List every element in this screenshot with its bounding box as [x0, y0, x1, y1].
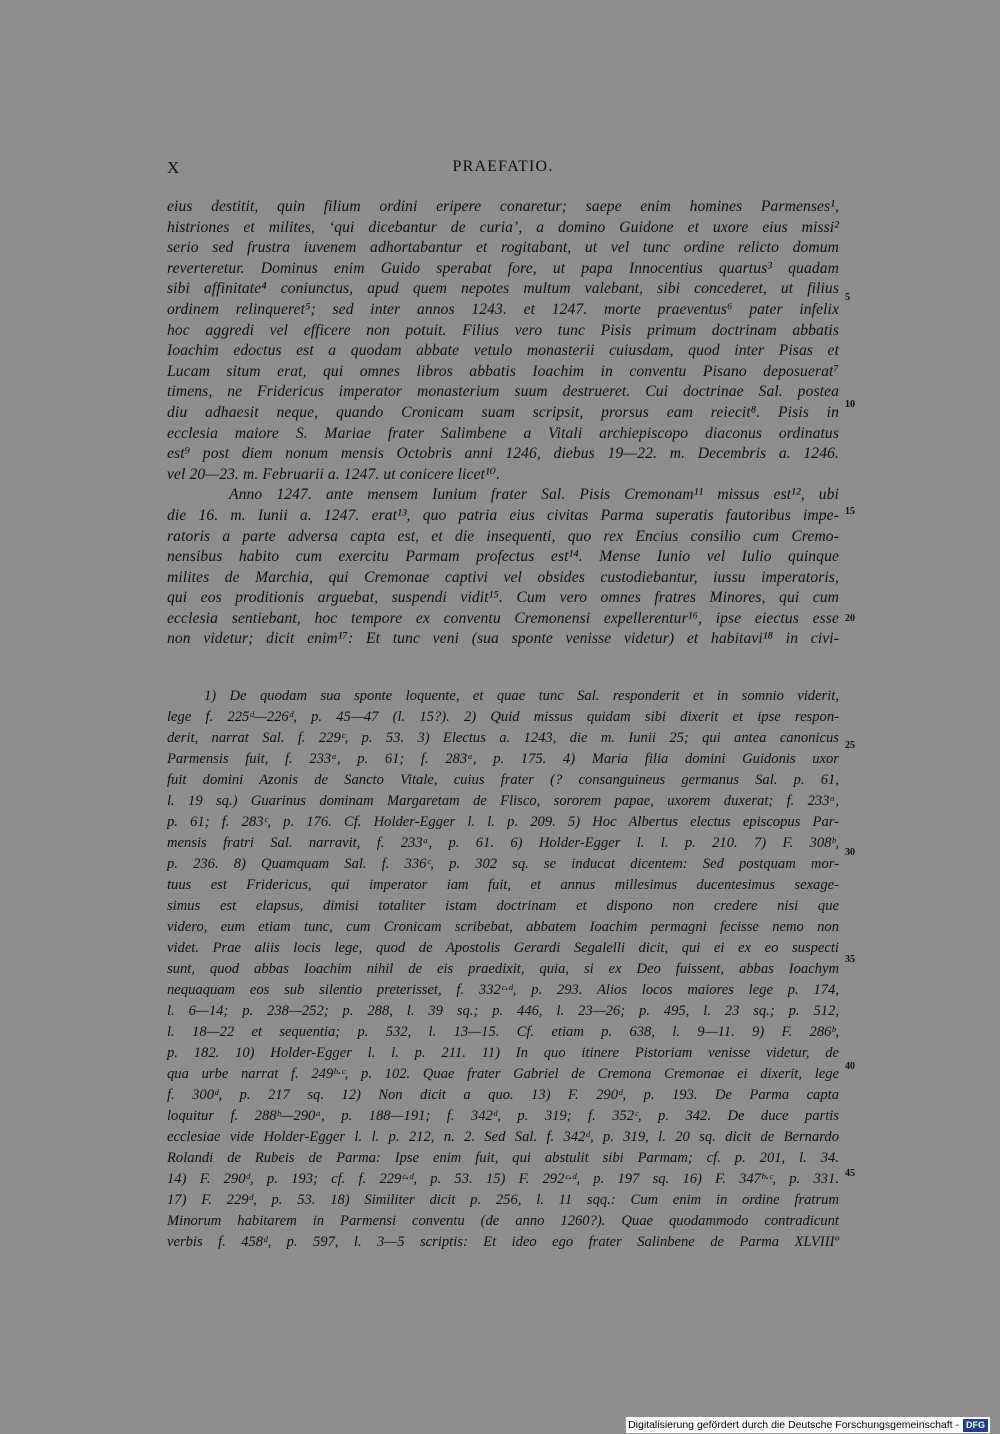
footnote-line: Parmensis fuit, f. 233ᵃ, p. 61; f. 283ᵃ, p. 175. 4) Maria filia domini Guidonis uxor — [167, 751, 839, 767]
footnote-line: loquitur f. 288ᵇ—290ᵃ, p. 188—191; f. 342ᵈ, p. 319; f. 352ᶜ, p. 342. De duce partis — [167, 1108, 839, 1124]
text-line: Ioachim edoctus est a quodam abbate vetulo monasterii cuiusdam, quod inter Pisas et — [167, 342, 839, 360]
footnote-line: videt. Prae aliis locis lege, quod de Apostolis Gerardi Segalelli dicit, qui ei ex eo suspecti — [167, 940, 839, 956]
footnote-line: sunt, quod abbas Ioachim nihil de eis praedixit, quia, si ex Deo fuissent, abbas Ioachym — [167, 961, 839, 977]
footnote-line: 14) F. 290ᵈ, p. 193; cf. f. 229ᶜ·ᵈ, p. 53. 15) F. 292ᶜ·ᵈ, p. 197 sq. 16) F. 347ᵇ·ᶜ, p. 331. — [167, 1171, 839, 1187]
main-text — [167, 197, 839, 650]
footnote-line: 1) De quodam sua sponte loquente, et quae tunc Sal. responderit et in somnio viderit, — [204, 688, 839, 704]
footnote-line: lege f. 225ᵈ—226ᵈ, p. 45—47 (l. 15?). 2) Quid missus quidam sibi dixerit et ipse respon- — [167, 709, 839, 725]
footnote-line: Rolandi de Rubeis de Parma: Ipse enim fuit, qui abstulit sibi Parmam; cf. p. 201, l. 34. — [167, 1150, 839, 1166]
page-header — [167, 158, 839, 180]
line-number: 10 — [845, 399, 855, 410]
text-line: est⁹ post diem nonum mensis Octobris anni 1246, diebus 19—22. m. Decembris a. 1246. — [167, 445, 839, 463]
text-line: diu adhaesit neque, quando Cronicam suam scripsit, prorsus eam reiecit⁸. Pisis in — [167, 403, 839, 421]
footnote-line: verbis f. 458ᵈ, p. 597, l. 3—5 scriptis: Et ideo ego frater Salinbene de Parma XLVIIIº — [167, 1234, 839, 1250]
footnote-line: l. 18—22 et sequentia; p. 532, l. 13—15. Cf. etiam p. 638, l. 9—11. 9) F. 286ᵇ, — [167, 1024, 839, 1040]
footnote-line: mensis fratri Sal. narravit, f. 233ᵃ, p. 61. 6) Holder-Egger l. l. p. 210. 7) F. 308ᵇ, — [167, 835, 839, 851]
text-line: Anno 1247. ante mensem Iunium frater Sal. Pisis Cremonam¹¹ missus est¹², ubi — [229, 486, 839, 504]
line-number: 15 — [845, 506, 855, 517]
text-line: vel 20—23. m. Februarii a. 1247. ut conicere licet¹⁰. — [167, 465, 501, 483]
line-number: 30 — [845, 847, 855, 858]
footnote-line: simus est elapsus, dimisi totaliter istam doctrinam et dispono non credere nisi que — [167, 898, 839, 914]
text-line: qui eos proditionis arguebat, suspendi vidit¹⁵. Cum vero omnes fratres Minores, qui cum — [167, 589, 839, 607]
text-line: ecclesia maiore S. Mariae frater Salimbene a Vitali archiepiscopo diaconus ordinatus — [167, 424, 839, 442]
text-line: eius destitit, quin filium ordini eripere conaretur; saepe enim homines Parmenses¹, — [167, 198, 839, 215]
text-line: ecclesia sentiebant, hoc tempore ex conventu Cremonensi expellerentur¹⁶, ipse eiectus esse — [167, 609, 839, 627]
text-line: Lucam situm erat, qui omnes libros abbatis Ioachim in conventu Pisano deposuerat⁷ — [167, 362, 839, 380]
page-title: PRAEFATIO. — [452, 158, 554, 175]
text-line: nensibus habito cum exercitu Parmam profectus est¹⁴. Mense Iunio vel Iulio quinque — [167, 548, 839, 566]
footnote-line: tuus est Fridericus, qui imperator iam fuit, et annus millesimus ducentesimus sexage- — [167, 877, 839, 893]
footnote-line: qua urbe narrat f. 249ᵇ·ᶜ, p. 102. Quae frater Gabriel de Cremona Cremonae ei dixerit, lege — [167, 1066, 839, 1082]
footnote-line: l. 19 sq.) Guarinus dominam Margaretam de Flisco, sororem papae, uxorem duxerat; f. 233ᵃ, — [167, 793, 839, 809]
text-line: milites de Marchia, qui Cremonae captivi vel obsides custodiebantur, iussu imperatoris, — [167, 568, 839, 586]
footnote-line: f. 300ᵈ, p. 217 sq. 12) Non dicit a quo. 13) F. 290ᵈ, p. 193. De Parma capta — [167, 1087, 839, 1103]
footnote-line: derit, narrat Sal. f. 229ᶜ, p. 53. 3) Electus a. 1243, die m. Iunii 25; qui antea canonicus — [167, 730, 839, 746]
footnote-line: videro, eum etiam tunc, cum Cronicam scribebat, abbatem Ioachim permagni fecisse nemo non — [167, 919, 839, 935]
text-line: non videtur; dicit enim¹⁷: Et tunc veni (sua sponte venisse videtur) et habitavi¹⁸ in civi- — [167, 630, 839, 648]
text-line: reverteretur. Dominus enim Guido sperabat fore, ut papa Innocentius quartus³ quadam — [167, 259, 839, 277]
footer-text: Digitalisierung gefördert durch die Deutsche Forschungsgemeinschaft - — [628, 1419, 959, 1431]
dfg-logo: DFG — [963, 1419, 988, 1432]
line-number: 35 — [845, 954, 855, 965]
footnote-line: p. 61; f. 283ᶜ, p. 176. Cf. Holder-Egger l. l. p. 209. 5) Hoc Albertus electus episcopus Par- — [167, 814, 839, 830]
line-number: 25 — [845, 740, 855, 751]
funding-footer — [626, 1417, 990, 1433]
line-number: 40 — [845, 1061, 855, 1072]
footnote-line: fuit domini Azonis de Sancto Vitale, cuius frater (? consanguineus germanus Sal. p. 61, — [167, 772, 839, 788]
text-line: histriones et milites, ‘qui dicebantur de curia’, a domino Guidone et uxore eius missi² — [167, 218, 839, 236]
line-number: 5 — [845, 292, 850, 303]
text-line: timens, ne Fridericus imperator monasterium suum destrueret. Cui doctrinae Sal. postea — [167, 383, 839, 401]
text-line: die 16. m. Iunii a. 1247. erat¹³, quo patria eius civitas Parma superatis fautoribus impe- — [167, 506, 839, 524]
footnote-line: l. 6—14; p. 238—252; p. 288, l. 39 sq.; p. 446, l. 23—26; p. 495, l. 23 sq.; p. 512, — [167, 1003, 839, 1019]
footnote-line: 17) F. 229ᵈ, p. 53. 18) Similiter dicit p. 256, l. 11 sqq.: Cum enim in ordine fratrum — [167, 1192, 839, 1208]
line-number: 20 — [845, 613, 855, 624]
footnote-line: p. 236. 8) Quamquam Sal. f. 336ᶜ, p. 302 sq. se inducat dicentem: Sed postquam mor- — [167, 856, 839, 872]
footnote-line: Minorum habitarem in Parmensi conventu (de anno 1260?). Quae quodammodo contradicunt — [167, 1213, 839, 1229]
footnote-line: p. 182. 10) Holder-Egger l. l. p. 211. 11) In quo itinere Pistoriam venisse videtur, de — [167, 1045, 839, 1061]
line-number: 45 — [845, 1168, 855, 1179]
text-line: ratoris a parte adversa capta est, et die insequenti, quo rex Encius consilio cum Cremo- — [167, 527, 839, 545]
text-line: hoc aggredi vel efficere non potuit. Filius vero tunc Pisis primum doctrinam abbatis — [167, 321, 839, 339]
footnote-line: nequaquam eos sub silentio preterisset, f. 332ᶜ·ᵈ, p. 293. Alios locos maiores lege p. 174, — [167, 982, 839, 998]
text-line: ordinem relinqueret⁵; sed inter annos 1243. et 1247. morte praeventus⁶ pater infelix — [167, 300, 839, 318]
page-number: X — [167, 158, 181, 177]
text-line: serio sed frustra iuvenem adhortabantur et rogitabant, ut vel tunc ordine relicto domum — [167, 239, 839, 257]
footnote-line: ecclesiae vide Holder-Egger l. l. p. 212, n. 2. Sed Sal. f. 342ᵈ, p. 319, l. 20 sq. dicit de Bernardo — [167, 1129, 839, 1145]
footnotes — [167, 686, 839, 1253]
text-line: sibi affinitate⁴ coniunctus, apud quem nepotes multum valebant, sibi concederet, ut filius — [167, 280, 839, 298]
